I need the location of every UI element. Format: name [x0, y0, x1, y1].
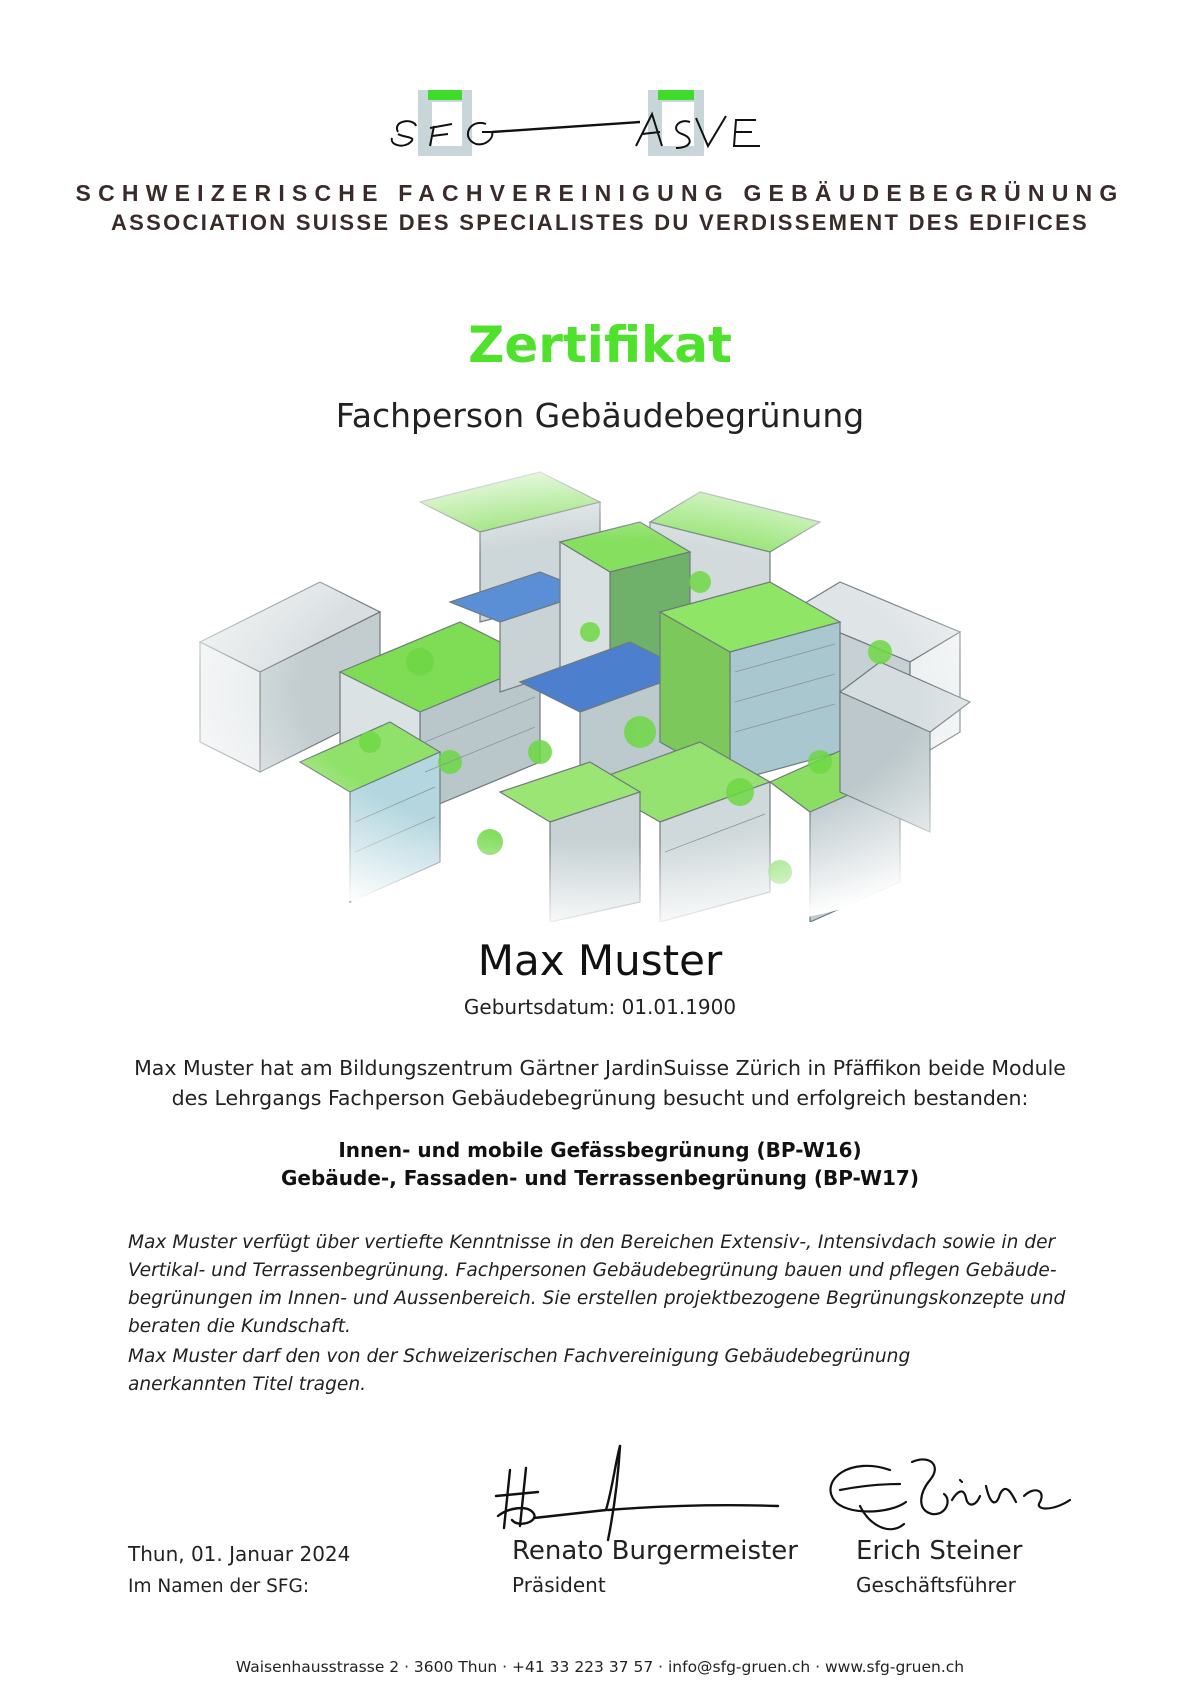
org-name-german: SCHWEIZERISCHE FACHVEREINIGUNG GEBÄUDEBEGRÜNUNG [75, 180, 1125, 206]
signature-erich-steiner [820, 1450, 1080, 1540]
certificate-subtitle: Fachperson Gebäudebegrünung [335, 396, 865, 435]
org-name-french: ASSOCIATION SUISSE DES SPECIALISTES DU VERDISSEMENT DES EDIFICES [110, 210, 1090, 235]
intro-text-line: des Lehrgangs Fachperson Gebäudebegrünung besucht und erfolgreich bestanden: [171, 1086, 1029, 1110]
description-line: anerkannten Titel tragen. [128, 1374, 367, 1395]
module-item: Gebäude-, Fassaden- und Terrassenbegrünung (BP-W17) [280, 1166, 919, 1190]
intro-text-line: Max Muster hat am Bildungszentrum Gärtner JardinSuisse Zürich in Pfäffikon beide Module [134, 1056, 1066, 1080]
sfg-asve-logo [390, 88, 810, 174]
description-line: begrünungen im Innen- und Aussenbereich. Sie erstellen projektbezogene Begrünungskonzepte und [128, 1288, 1066, 1309]
description-line: Max Muster darf den von der Schweizerischen Fachvereinigung Gebäudebegrünung [128, 1346, 911, 1367]
signer-role-president: Präsident [512, 1573, 606, 1597]
signer-role-managing-director: Geschäftsführer [856, 1573, 1016, 1597]
signer-name-managing-director: Erich Steiner [856, 1536, 1023, 1566]
recipient-name: Max Muster [477, 936, 723, 985]
footer-contact: Waisenhausstrasse 2 · 3600 Thun · +41 33 223 37 57 · info@sfg-gruen.ch · www.sfg-gruen.ch [235, 1658, 965, 1676]
signer-name-president: Renato Burgermeister [512, 1536, 798, 1566]
on-behalf-label: Im Namen der SFG: [128, 1576, 310, 1597]
certificate-title: Zertifikat [468, 316, 732, 374]
birth-date: Geburtsdatum: 01.01.1900 [463, 995, 737, 1019]
description-line: Max Muster verfügt über vertiefte Kenntnisse in den Bereichen Extensiv-, Intensivdach sowie in der [128, 1232, 1056, 1253]
green-city-illustration [120, 462, 1100, 922]
module-item: Innen- und mobile Gefässbegrünung (BP-W16) [338, 1138, 862, 1162]
description-line: Vertikal- und Terrassenbegrünung. Fachpersonen Gebäudebegrünung bauen und pflegen Gebäude- [128, 1260, 1057, 1281]
place-and-date: Thun, 01. Januar 2024 [128, 1542, 351, 1566]
description-line: beraten die Kundschaft. [128, 1316, 351, 1337]
